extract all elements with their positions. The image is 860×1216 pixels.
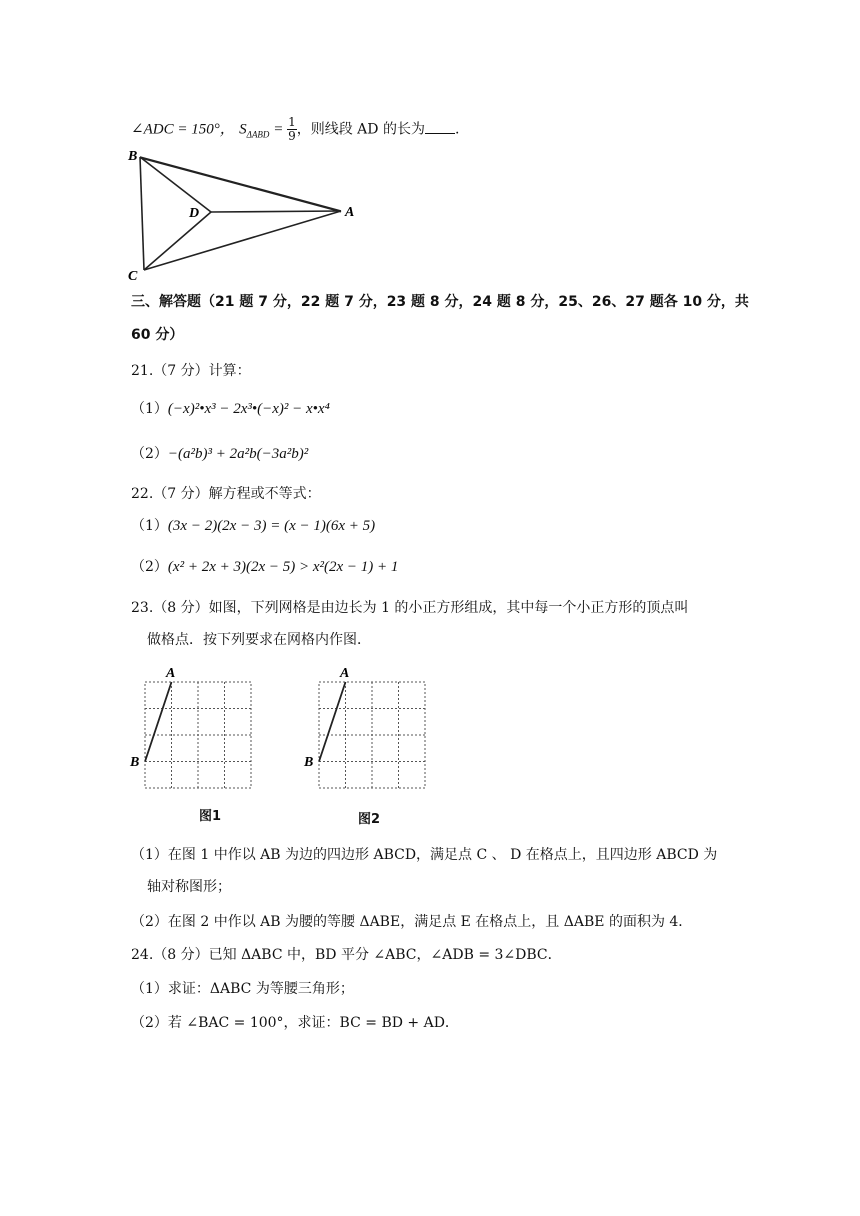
segment-bc [140, 157, 144, 270]
q22-part1-expr: (3x − 2)(2x − 3) = (x − 1)(6x + 5) [167, 518, 376, 534]
segment-ba [140, 157, 341, 211]
fig1-caption: 图1 [199, 809, 222, 824]
grid1-lines [145, 682, 251, 788]
area-symbol: S [239, 121, 247, 138]
problem20-condition [131, 116, 459, 144]
q22-part2 [131, 557, 398, 577]
q21-part1 [131, 399, 330, 419]
grid1-segment-ab [145, 682, 172, 762]
section3-title-line2: 60 分） [131, 327, 184, 343]
q24-part1: （1）求证：ΔABC 为等腰三角形； [131, 981, 354, 997]
section3-title-line1: 三、解答题（21 题 7 分，22 题 7 分，23 题 8 分，24 题 8 分，25、26、27 题各 10 分，共 [131, 294, 749, 310]
triangle-figure [126, 144, 366, 284]
label-c: C [128, 269, 138, 284]
angle-condition: ∠ADC = 150°， [131, 121, 235, 138]
q22-part2-expr: (x² + 2x + 3)(2x − 5) > x²(2x − 1) + 1 [167, 559, 399, 575]
question-end: . [454, 121, 460, 138]
grid-figure-1 [126, 662, 258, 792]
area-equals: = [269, 121, 288, 138]
q22-part2-label: （2） [131, 559, 168, 575]
q21-part2-expr: −(a²b)³ + 2a²b(−3a²b)² [167, 446, 309, 462]
fraction [287, 116, 297, 143]
fraction-numerator: 1 [288, 115, 296, 129]
label-d: D [189, 206, 200, 221]
segment-da [211, 211, 341, 212]
q24-head: 24.（8 分）已知 ΔABC 中，BD 平分 ∠ABC，∠ADB = 3∠DBC． [131, 947, 562, 963]
q23-part1-line1: （1）在图 1 中作以 AB 为边的四边形 ABCD，满足点 C 、 D 在格点上，且四边形 ABCD 为 [131, 847, 718, 863]
grid1-label-a: A [166, 666, 176, 681]
label-b: B [128, 149, 138, 164]
fig2-caption: 图2 [358, 812, 381, 827]
label-a: A [345, 205, 355, 220]
q23-head-line1: 23.（8 分）如图，下列网格是由边长为 1 的小正方形组成，其中每一个小正方形的顶点叫 [131, 600, 689, 616]
grid-figure-2 [300, 662, 432, 792]
grid2-label-b: B [304, 755, 314, 770]
q21-part1-label: （1） [131, 401, 168, 417]
q21-part2 [131, 444, 308, 464]
segment-ba-thick [140, 158, 341, 212]
q21-head: 21.（7 分）计算： [131, 363, 251, 379]
segment-bd [140, 157, 211, 212]
segment-ca [144, 211, 341, 270]
area-subscript: ΔABD [246, 129, 270, 140]
question-text: ，则线段 AD 的长为 [296, 121, 425, 138]
answer-blank [425, 119, 455, 134]
q22-part1-label: （1） [131, 518, 168, 534]
grid2-segment-ab [319, 682, 346, 762]
q24-part2: （2）若 ∠BAC = 100°，求证：BC = BD + AD． [131, 1015, 459, 1031]
q23-part2-line1: （2）在图 2 中作以 AB 为腰的等腰 ΔABE，满足点 E 在格点上，且 ΔABE 的面积为 4． [131, 914, 693, 930]
grid2-label-a: A [340, 666, 350, 681]
q21-part2-label: （2） [131, 446, 168, 462]
segment-cd [144, 212, 211, 270]
fraction-denominator: 9 [288, 129, 296, 143]
q21-part1-expr: (−x)²•x³ − 2x³•(−x)² − x•x⁴ [167, 401, 330, 417]
q23-part1-line2: 轴对称图形； [147, 879, 231, 895]
grid1-label-b: B [130, 755, 140, 770]
q23-head-line2: 做格点．按下列要求在网格内作图． [147, 632, 371, 648]
q22-head: 22.（7 分）解方程或不等式： [131, 486, 321, 502]
q22-part1 [131, 516, 375, 536]
grid2-lines [319, 682, 425, 788]
